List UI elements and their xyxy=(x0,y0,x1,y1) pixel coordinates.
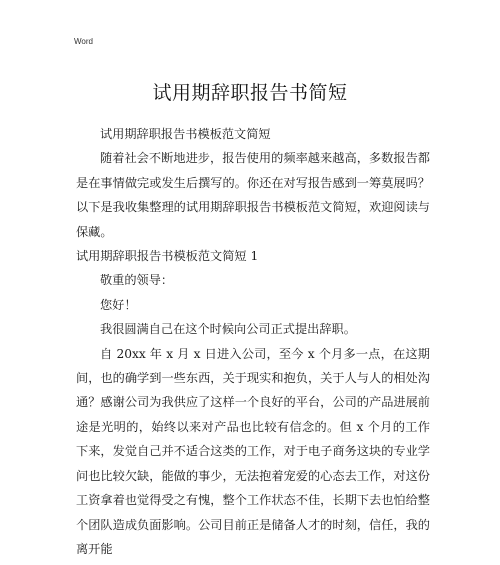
paragraph-section-heading: 试用期辞职报告书模板范文简短 1 xyxy=(76,249,259,264)
paragraph-salutation: 敬重的领导： xyxy=(100,273,174,288)
paragraph-subtitle: 试用期辞职报告书模板范文简短 xyxy=(100,127,271,141)
app-label: Word xyxy=(74,37,93,46)
paragraph-main: 自 20xx 年 x 月 x 日进入公司，至今 x 个月多一点，在这期间，也的确学到一些东西，关于现实和抱负，关于人与人的相处沟通？感谢公司为我供应了这样一个良好的平台，公司的产品进展前途是光明的，始终以来对产品也比较有信念的。但 x 个月的工作下来，发觉自己并不适合这类的工作，对于电子商务这块的专业学问也比较欠缺，能做的事少，无法抱着宠爱的心态去工作，对这份工资拿着也觉得受之有愧，整个工作状态不佳，长期下去也怕给整个团队造成负面影响。公司目前正是储备人才的时刻，信任，我的离开能 xyxy=(76,346,430,556)
document-body xyxy=(76,122,430,561)
paragraph-intro: 随着社会不断地进步，报告使用的频率越来越高，多数报告都是在事情做完或发生后撰写的。你还在对写报告感到一筹莫展吗？以下是我收集整理的试用期辞职报告书模板范文简短，欢迎阅读与保藏。 xyxy=(76,151,430,239)
paragraph-statement: 我很圆满自己在这个时候向公司正式提出辞职。 xyxy=(100,322,356,337)
document-title: 试用期辞职报告书简短 xyxy=(152,82,348,104)
paragraph-greeting: 您好！ xyxy=(100,297,137,312)
